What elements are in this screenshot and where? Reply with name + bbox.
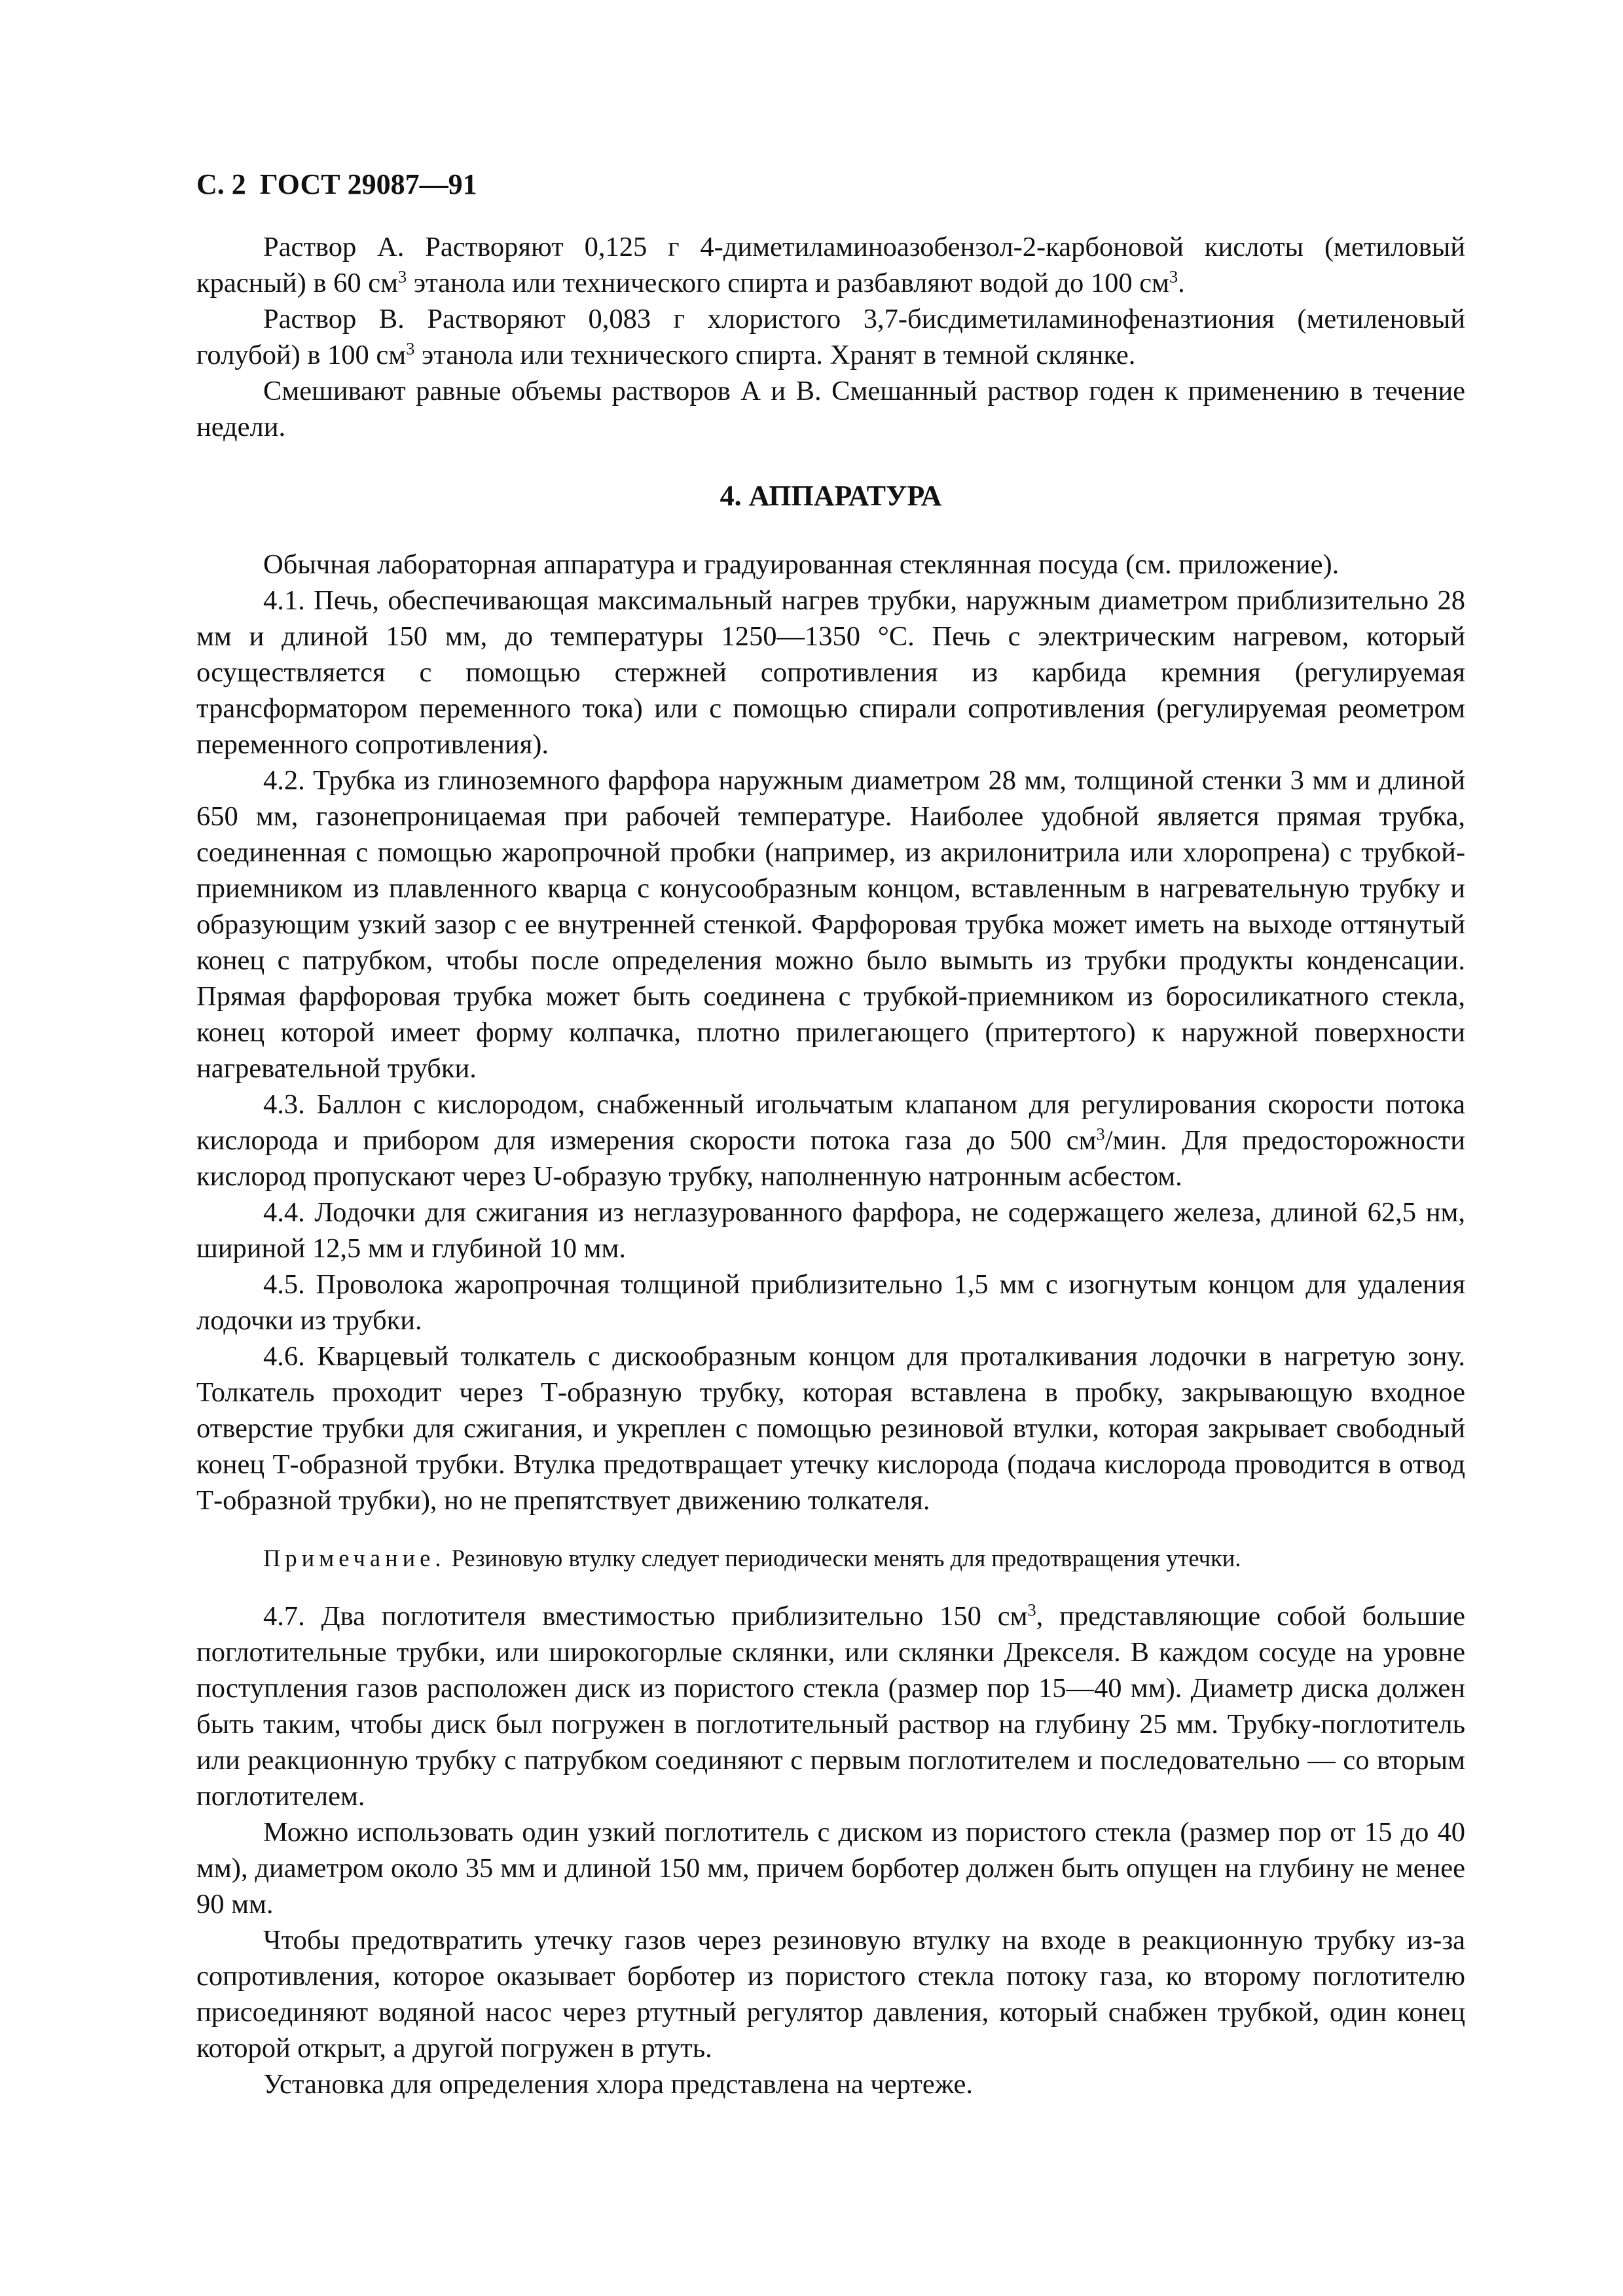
note: [196, 1542, 1465, 1575]
paragraph-absorber: Можно использовать один узкий поглотитель с диском из пористого стекла (размер пор от 15 до 40 мм), диаметром около 35 мм и длиной 150 мм, причем борботер должен быть опущен на глубину не менее 90 мм.: [196, 1817, 1465, 1920]
paragraph-mix: Смешивают равные объемы растворов А и В. Смешанный раствор годен к применению в течение недели.: [196, 376, 1465, 442]
paragraph-4-7: 4.7. Два поглотителя вместимостью приблизительно 150 $см^3$, представляющие собой большие поглотительные трубки, или широкогорлые склянки, или склянки Дрекселя. В каждом сосуде на уровне поступления газов расположен диск из пористого стекла (размер пор 15—40 мм). Диаметр диска должен быть таким, чтобы диск был погружен в поглотительный раствор на глубину 25 мм. Трубку-поглотитель или реакционную трубку с патрубком соединяют с первым поглотителем и последовательно — со вторым поглотителем.: [196, 1600, 1465, 1812]
paragraph-4-6: 4.6. Кварцевый толкатель с дискообразным концом для проталкивания лодочки в нагретую зону. Толкатель проходит через Т-образную трубку, которая вставлена в пробку, закрывающую входное отверстие трубки для сжигания, и укреплен с помощью резиновой втулки, которая закрывает свободный конец Т-образной трубки. Втулка предотвращает утечку кислорода (подача кислорода проводится в отвод Т-образной трубки), но не препятствует движению толкателя.: [196, 1341, 1465, 1516]
paragraph-4-4: 4.4. Лодочки для сжигания из неглазурованного фарфора, не содержащего железа, длиной 62,5 нм, шириной 12,5 мм и глубиной 10 мм.: [196, 1197, 1465, 1264]
page-body: [196, 229, 1465, 2102]
paragraph-4-2: 4.2. Трубка из глиноземного фарфора наружным диаметром 28 мм, толщиной стенки 3 мм и длиной 650 мм, газонепроницаемая при рабочей температуре. Наиболее удобной является прямая трубка, соединенная с помощью жаропрочной пробки (например, из акрилонитрила или хлоропрена) с трубкой-приемником из плавленного кварца с конусообразным концом, вставленным в нагревательную трубку и образующим узкий зазор с ее внутренней стенкой. Фарфоровая трубка может иметь на выходе оттянутый конец с патрубком, чтобы после определения можно было вымыть из трубки продукты конденсации. Прямая фарфоровая трубка может быть соединена с трубкой-приемником из боросиликатного стекла, конец которой имеет форму колпачка, плотно прилегающего (притертого) к наружной поверхности нагревательной трубки.: [196, 765, 1465, 1084]
note-text: Резиновую втулку следует периодически менять для предотвращения утечки.: [445, 1545, 1241, 1571]
section-title: 4. АППАРАТУРА: [720, 480, 942, 512]
page-number: С. 2: [196, 168, 246, 200]
paragraph-intro: Обычная лабораторная аппаратура и градуированная стеклянная посуда (см. приложение).: [263, 549, 1340, 580]
paragraph-setup: Установка для определения хлора представлена на чертеже.: [263, 2069, 974, 2100]
paragraph-4-1: 4.1. Печь, обеспечивающая максимальный нагрев трубки, наружным диаметром приблизительно 28 мм и длиной 150 мм, до температуры 1250—1350 °С. Печь с электрическим нагревом, который осуществляется с помощью стержней сопротивления из карбида кремния (регулируемая трансформатором переменного тока) или с помощью спирали сопротивления (регулируемая реометром переменного сопротивления).: [196, 585, 1465, 760]
paragraph-4-3: 4.3. Баллон с кислородом, снабженный игольчатым клапаном для регулирования скорости потока кислорода и прибором для измерения скорости потока газа до 500 $см^3$/мин. Для предосторожности кислород пропускают через U-образую трубку, наполненную натронным асбестом.: [196, 1089, 1465, 1192]
paragraph-4-5: 4.5. Проволока жаропрочная толщиной приблизительно 1,5 мм с изогнутым концом для удаления лодочки из трубки.: [196, 1269, 1465, 1336]
note-label: Примечание.: [263, 1545, 446, 1571]
page-header: [196, 168, 477, 201]
paragraph-solution-a: Раствор А. Растворяют 0,125 г 4-диметиламиноазобензол-2-карбоновой кислоты (метиловый красный) в 60 $см^3$ этанола или технического спирта и разбавляют водой до 100 $см^3$.: [196, 232, 1465, 298]
standard-id: ГОСТ 29087—91: [259, 168, 477, 200]
paragraph-leak: Чтобы предотвратить утечку газов через резиновую втулку на входе в реакционную трубку из-за сопротивления, которое оказывает борботер из пористого стекла потоку газа, ко второму поглотителю присоединяют водяной насос через ртутный регулятор давления, который снабжен трубкой, один конец которой открыт, а другой погружен в ртуть.: [196, 1925, 1465, 2064]
paragraph-solution-b: Раствор В. Растворяют 0,083 г хлористого 3,7-бисдиметиламинофеназтиония (метиленовый голубой) в 100 $см^3$ этанола или технического спирта. Хранят в темной склянке.: [196, 304, 1465, 370]
